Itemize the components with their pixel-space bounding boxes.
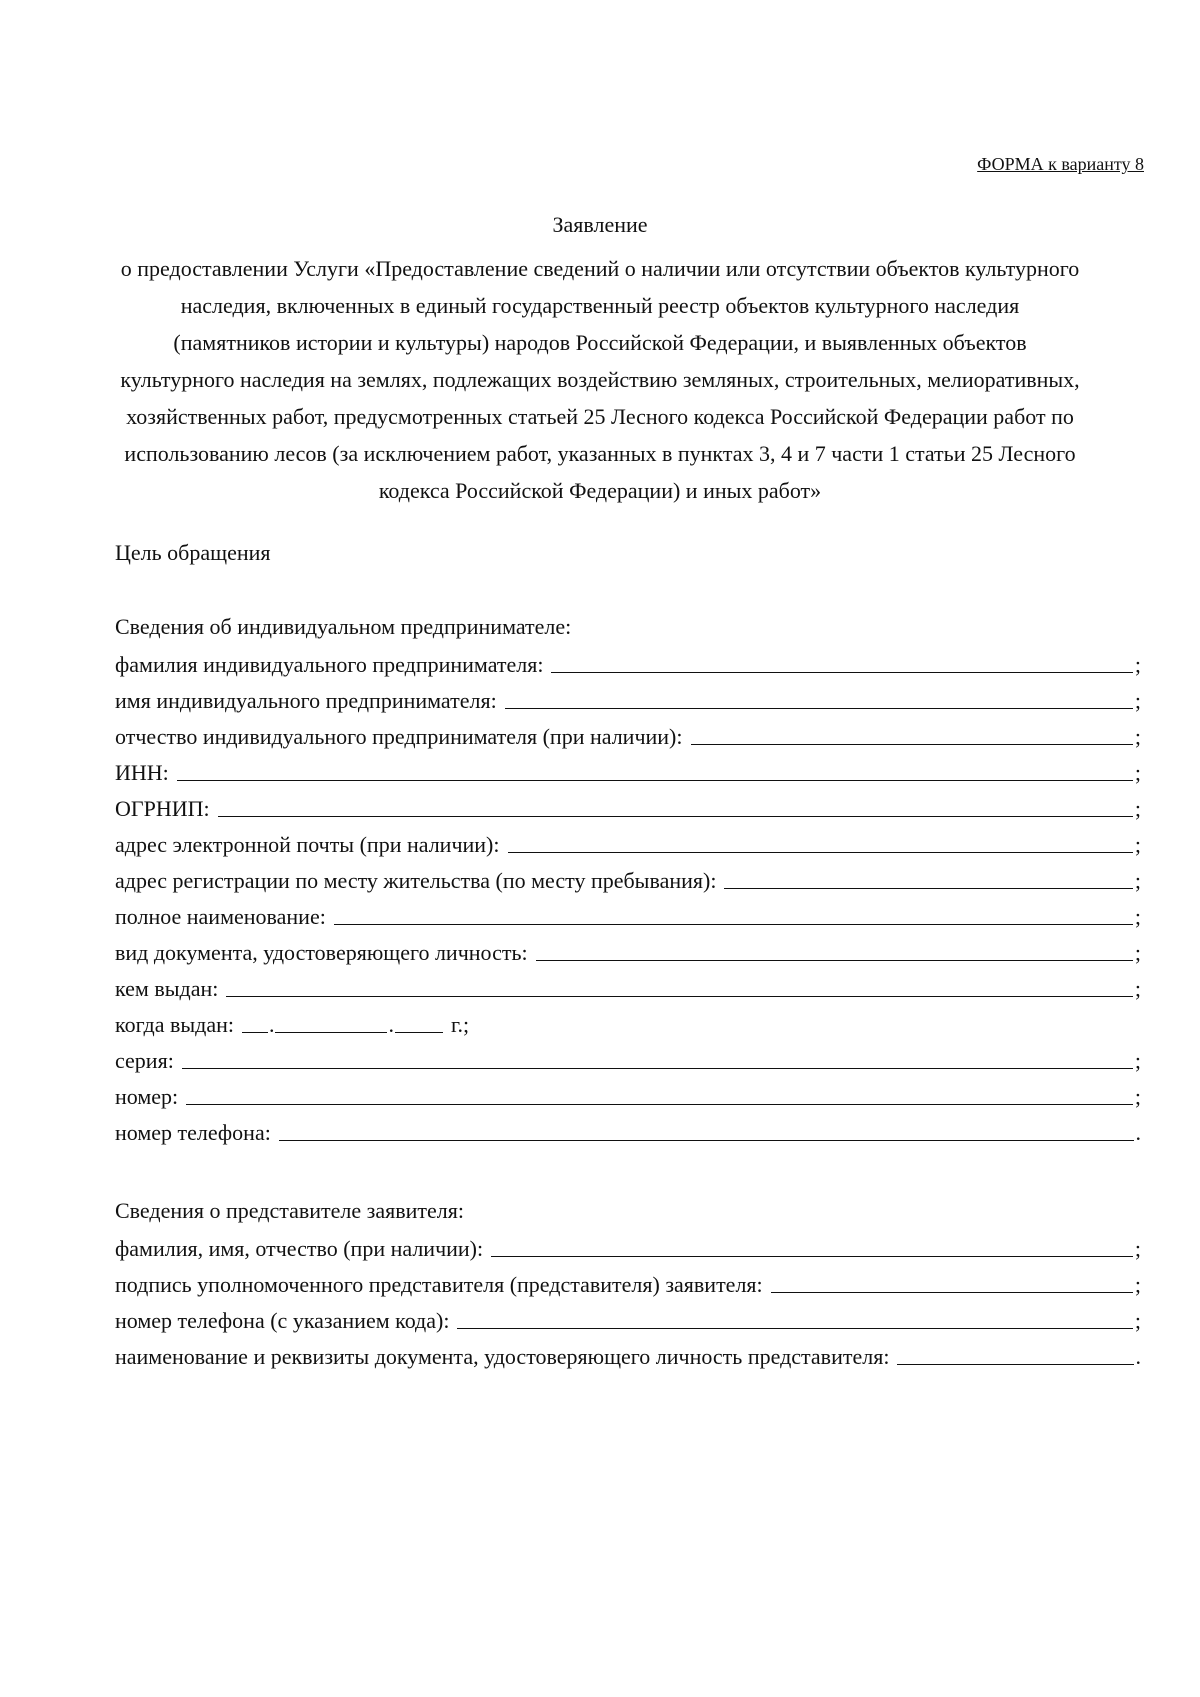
ip-fullname-field[interactable]: [334, 902, 1133, 925]
ip-patronymic-field[interactable]: [691, 722, 1133, 745]
rep-phone-row: [115, 1304, 1141, 1334]
field-terminator: ;: [1134, 724, 1141, 749]
rep-fullname-row: [115, 1232, 1141, 1262]
field-label: когда выдан:: [115, 1012, 234, 1037]
rep-id-doc-row: [115, 1340, 1141, 1370]
ip-phone-row: [115, 1116, 1141, 1146]
rep-section-heading: Сведения о представителе заявителя:: [115, 1198, 464, 1223]
field-label: номер телефона (с указанием кода):: [115, 1308, 450, 1333]
rep-id-doc-field[interactable]: [897, 1342, 1133, 1365]
field-label: подпись уполномоченного представителя (представителя) заявителя:: [115, 1272, 763, 1297]
field-terminator: ;: [1134, 1308, 1141, 1333]
ip-number-field[interactable]: [186, 1082, 1133, 1105]
issued-year-field[interactable]: [395, 1010, 443, 1033]
ip-phone-field[interactable]: [279, 1118, 1134, 1141]
field-label: фамилия индивидуального предпринимателя:: [115, 652, 544, 677]
purpose-label: Цель обращения: [115, 540, 271, 565]
field-terminator: ;: [1134, 1084, 1141, 1109]
ip-email-row: [115, 828, 1141, 858]
field-terminator: .: [1135, 1120, 1141, 1145]
field-label: имя индивидуального предпринимателя:: [115, 688, 497, 713]
field-label: вид документа, удостоверяющего личность:: [115, 940, 528, 965]
issued-day-field[interactable]: [242, 1010, 268, 1033]
field-terminator: ;: [1134, 1236, 1141, 1261]
ip-fullname-row: [115, 900, 1141, 930]
ip-lastname-row: [115, 648, 1141, 678]
document-title: Заявление: [552, 212, 648, 237]
ip-address-field[interactable]: [724, 866, 1132, 889]
field-terminator: ;: [1134, 688, 1141, 713]
field-terminator: ;: [1134, 760, 1141, 785]
rep-phone-field[interactable]: [457, 1306, 1132, 1329]
ip-issued-by-row: [115, 972, 1141, 1002]
ip-series-field[interactable]: [182, 1046, 1133, 1069]
document-subtitle: о предоставлении Услуги «Предоставление сведений о наличии или отсутствии объектов культурного наследия, включенных в единый государственный реестр объектов культурного наследия (памятников истории и культуры) народов Российской Федерации, и выявленных объектов культурного наследия на землях, подлежащих воздействию земляных, строительных, мелиоративных, хозяйственных работ, предусмотренных статьей 25 Лесного кодекса Российской Федерации работ по использованию лесов (за исключением работ, указанных в пунктах 3, 4 и 7 части 1 статьи 25 Лесного кодекса Российской Федерации) и иных работ»: [120, 256, 1080, 503]
ip-inn-row: [115, 756, 1141, 786]
rep-fullname-field[interactable]: [491, 1234, 1133, 1257]
ip-address-row: [115, 864, 1141, 894]
ip-issued-by-field[interactable]: [226, 974, 1133, 997]
form-reference: ФОРМА к варианту 8: [977, 154, 1144, 174]
issued-month-field[interactable]: [275, 1010, 387, 1033]
ip-patronymic-row: [115, 720, 1141, 750]
field-terminator: ;: [1134, 1272, 1141, 1297]
ip-id-doc-type-row: [115, 936, 1141, 966]
field-label: наименование и реквизиты документа, удостоверяющего личность представителя:: [115, 1344, 890, 1369]
ip-id-doc-type-field[interactable]: [536, 938, 1133, 961]
ip-ogrnip-field[interactable]: [218, 794, 1133, 817]
field-terminator: .: [1135, 1344, 1141, 1369]
ip-email-field[interactable]: [508, 830, 1133, 853]
ip-number-row: [115, 1080, 1141, 1110]
field-terminator: ;: [1134, 904, 1141, 929]
ip-firstname-field[interactable]: [505, 686, 1133, 709]
ip-inn-field[interactable]: [177, 758, 1133, 781]
field-label: отчество индивидуального предпринимателя (при наличии):: [115, 724, 683, 749]
ip-lastname-field[interactable]: [551, 650, 1132, 673]
ip-ogrnip-row: [115, 792, 1141, 822]
field-terminator: ;: [1134, 652, 1141, 677]
field-terminator: ;: [1134, 1048, 1141, 1073]
rep-signature-row: [115, 1268, 1141, 1298]
field-label: ОГРНИП:: [115, 796, 210, 821]
date-separator: .: [388, 1012, 394, 1037]
field-terminator: ;: [1134, 796, 1141, 821]
field-label: полное наименование:: [115, 904, 326, 929]
field-label: кем выдан:: [115, 976, 219, 1001]
field-label: серия:: [115, 1048, 174, 1073]
ip-issued-date-row: [115, 1008, 470, 1038]
ip-section-heading: Сведения об индивидуальном предпринимателе:: [115, 614, 572, 639]
field-terminator: ;: [1134, 832, 1141, 857]
field-terminator: ;: [1134, 868, 1141, 893]
ip-firstname-row: [115, 684, 1141, 714]
field-label: адрес электронной почты (при наличии):: [115, 832, 500, 857]
field-label: фамилия, имя, отчество (при наличии):: [115, 1236, 484, 1261]
ip-series-row: [115, 1044, 1141, 1074]
field-label: адрес регистрации по месту жительства (по месту пребывания):: [115, 868, 717, 893]
field-label: номер телефона:: [115, 1120, 271, 1145]
field-terminator: ;: [1134, 976, 1141, 1001]
field-label: номер:: [115, 1084, 179, 1109]
field-label: ИНН:: [115, 760, 169, 785]
date-suffix: г.;: [450, 1012, 470, 1037]
rep-signature-field[interactable]: [771, 1270, 1133, 1293]
field-terminator: ;: [1134, 940, 1141, 965]
date-separator: .: [268, 1012, 275, 1037]
